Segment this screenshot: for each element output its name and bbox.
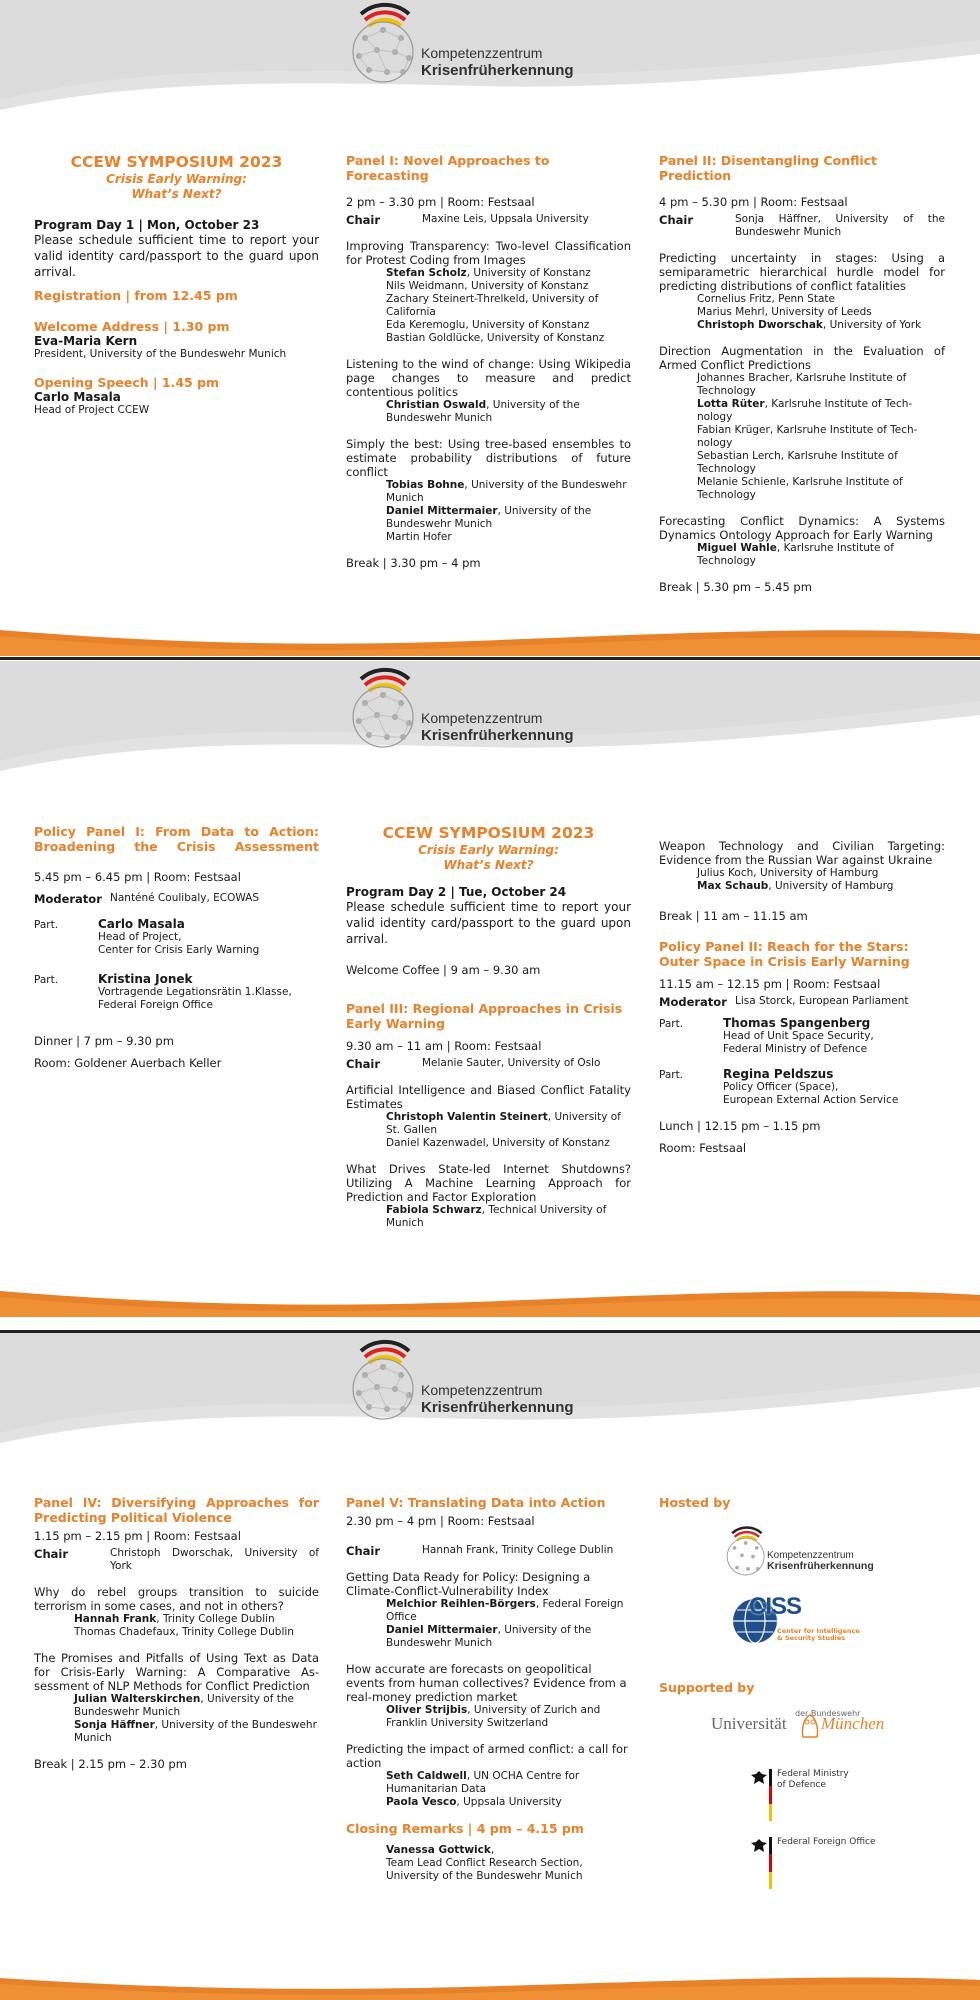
aa-name: Federal Foreign Office bbox=[777, 1837, 876, 1847]
talk-title: How accurate are forecasts on geopolitical events from human collectives? Evidence from a real-money prediction market bbox=[346, 1662, 627, 1704]
chair-row bbox=[346, 213, 631, 227]
author: Martin Hofer bbox=[386, 531, 452, 543]
moderator-label: Moderator bbox=[659, 995, 727, 1009]
moderator-value: Lisa Storck, European Parliament bbox=[735, 995, 909, 1007]
dinner-room: Room: Goldener Auerbach Keller bbox=[34, 1056, 222, 1070]
ccew-logo bbox=[343, 665, 583, 751]
hosted-heading: Hosted by bbox=[659, 1495, 731, 1510]
author bbox=[34, 1613, 319, 1626]
chair-label: Chair bbox=[346, 1544, 381, 1558]
symposium-title: CCEW SYMPOSIUM 2023 bbox=[382, 824, 595, 842]
logo-line2: Krisenfrüherkennung bbox=[421, 727, 574, 744]
author: Thomas Chadefaux, Trinity College Dublin bbox=[74, 1626, 294, 1638]
author-bold: Oliver Strijbis bbox=[386, 1704, 468, 1716]
host-logo-ciss bbox=[731, 1594, 945, 1652]
ccew-logo bbox=[343, 1337, 583, 1423]
participant-role: Head of Project, bbox=[98, 931, 182, 943]
author bbox=[346, 1796, 631, 1809]
author-aff: , Technical University of Munich bbox=[386, 1204, 607, 1229]
moderator-row bbox=[659, 995, 945, 1009]
author-aff: , University of Hamburg bbox=[768, 880, 894, 892]
p1-col3-panel2 bbox=[659, 153, 945, 594]
author bbox=[346, 1624, 631, 1650]
panel-time: 2 pm – 3.30 pm | Room: Festsaal bbox=[346, 195, 535, 209]
german-flag-bar bbox=[769, 1769, 772, 1821]
p3-col1-panel4 bbox=[34, 1495, 319, 1771]
participant-name: Kristina Jonek bbox=[98, 972, 193, 986]
panel-title: Policy Panel II: Reach for the Stars: Outer Space in Crisis Early Warning bbox=[659, 939, 910, 969]
globe-network-icon bbox=[343, 0, 421, 86]
panel-title: Policy Panel I: From Data to Action: Broadening the Crisis Assessment bbox=[34, 824, 319, 854]
talk-title: Weapon Technology and Civilian Targeting: Evidence from the Russian War against Ukraine bbox=[659, 839, 945, 867]
ccew-logo bbox=[343, 0, 583, 86]
bmvg-logo bbox=[749, 1767, 945, 1825]
author-aff: , University of the Bundeswehr Munich bbox=[74, 1693, 294, 1718]
logo-line1: Kompetenzzentrum bbox=[421, 1382, 543, 1398]
participant-name: Thomas Spangenberg bbox=[723, 1016, 871, 1030]
author bbox=[659, 398, 945, 424]
author-bold: Julian Walterskirchen bbox=[74, 1693, 201, 1705]
welcome-heading: Welcome Address | 1.30 pm bbox=[34, 319, 230, 334]
footer-wave bbox=[0, 1281, 980, 1317]
german-flag-bar bbox=[769, 1837, 772, 1889]
participant-name: Regina Peldszus bbox=[723, 1067, 834, 1081]
author-bold: Daniel Mittermaier bbox=[386, 1624, 498, 1636]
panel-title: Panel V: Translating Data into Action bbox=[346, 1495, 606, 1510]
chair-label: Chair bbox=[346, 1057, 381, 1071]
author-bold: Paola Vesco bbox=[386, 1796, 457, 1808]
page-day2-afternoon bbox=[0, 1333, 980, 2000]
author-bold: Christoph Dworschak bbox=[697, 319, 823, 331]
author bbox=[659, 319, 945, 332]
author-bold: Tobias Bohne bbox=[386, 479, 465, 491]
author: Fabian Krüger, Karlsruhe Institute of Tech-nology bbox=[697, 424, 918, 449]
author-aff: , Karlsruhe Institute of Tech-nology bbox=[697, 398, 913, 423]
logo-line2: Krisenfrüherkennung bbox=[421, 62, 574, 79]
globe-network-icon bbox=[343, 665, 421, 751]
welcome-affiliation: President, University of the Bundeswehr Munich bbox=[34, 348, 287, 360]
participant-name: Carlo Masala bbox=[98, 917, 185, 931]
participant-org: Federal Foreign Office bbox=[98, 999, 213, 1011]
author: Daniel Kazenwadel, University of Konstanz bbox=[386, 1137, 610, 1149]
aa-logo bbox=[749, 1835, 945, 1893]
author-bold: Hannah Frank bbox=[74, 1613, 157, 1625]
chair-row bbox=[34, 1547, 319, 1573]
moderator-label: Moderator bbox=[34, 892, 102, 906]
author bbox=[346, 399, 631, 425]
author bbox=[346, 1204, 631, 1230]
panel-title: Panel II: Disentangling Conflict Prediction bbox=[659, 153, 878, 183]
author bbox=[34, 1719, 319, 1745]
closing-role: Team Lead Conflict Research Section, bbox=[386, 1857, 583, 1869]
dinner-time: Dinner | 7 pm – 9.30 pm bbox=[34, 1034, 174, 1048]
participant-label: Part. bbox=[34, 919, 59, 931]
eagle-icon bbox=[749, 1769, 769, 1789]
author bbox=[346, 267, 631, 280]
panel-title: Panel IV: Diversifying Approaches for Predicting Political Violence bbox=[34, 1495, 319, 1525]
author-bold: Stefan Scholz bbox=[386, 267, 467, 279]
author-aff: , UN OCHA Centre for Humanitarian Data bbox=[386, 1770, 580, 1795]
author-aff: , University of Konstanz bbox=[466, 267, 591, 279]
footer-wave bbox=[0, 620, 980, 656]
symposium-subtitle-2: What’s Next? bbox=[131, 187, 222, 201]
ciss-subtitle-2: & Security Studies bbox=[777, 1634, 846, 1642]
opening-heading: Opening Speech | 1.45 pm bbox=[34, 375, 220, 390]
author-aff: , University of the Bundeswehr Munich bbox=[74, 1719, 317, 1744]
welcome-speaker: Eva-Maria Kern bbox=[34, 334, 138, 348]
talk-title: Improving Transparency: Two-level Classification for Protest Coding from Images bbox=[346, 239, 631, 267]
participant-org: Center for Crisis Early Warning bbox=[98, 944, 260, 956]
lunch-room: Room: Festsaal bbox=[659, 1141, 747, 1155]
author-aff: , Trinity College Dublin bbox=[156, 1613, 275, 1625]
author-bold: Fabiola Schwarz bbox=[386, 1204, 482, 1216]
panel-time: 9.30 am – 11 am | Room: Festsaal bbox=[346, 1039, 542, 1053]
participant-row bbox=[34, 973, 319, 1012]
talk-title: Predicting uncertainty in stages: Using a semiparametric hierarchical hurdle model for predicting distributions of conflict fatalities bbox=[659, 251, 945, 293]
author-aff: , University of Zurich and Franklin University Switzerland bbox=[386, 1704, 601, 1729]
panel-title: Panel I: Novel Approaches to Forecasting bbox=[346, 153, 550, 183]
moderator-row bbox=[34, 892, 319, 906]
panel-time: 5.45 pm – 6.45 pm | Room: Festsaal bbox=[34, 870, 241, 884]
panel-time: 4 pm – 5.30 pm | Room: Festsaal bbox=[659, 195, 848, 209]
author: Bastian Goldlücke, University of Konstanz bbox=[386, 332, 605, 344]
logo-line2: Krisenfrüherkennung bbox=[767, 1560, 874, 1572]
talk-title: The Promises and Pitfalls of Using Text as Data for Crisis-Early Warning: A Comparative As-sessment of NLP Methods for Conflict Prediction bbox=[34, 1651, 319, 1693]
talk-title: What Drives State-led Internet Shutdowns? Utilizing A Machine Learning Approach for Prediction and Factor Exploration bbox=[346, 1162, 631, 1204]
author-aff: , Federal Foreign Office bbox=[386, 1598, 624, 1623]
author bbox=[346, 1770, 631, 1796]
talk-title: Why do rebel groups transition to suicide terrorism in some cases, and not in others? bbox=[34, 1585, 319, 1613]
talk-title: Forecasting Conflict Dynamics: A Systems Dynamics Ontology Approach for Early Warning bbox=[659, 514, 945, 542]
page-day2 bbox=[0, 661, 980, 1317]
participant-role: Policy Officer (Space), bbox=[723, 1081, 839, 1093]
author-bold: Seth Caldwell bbox=[386, 1770, 467, 1782]
moderator-value: Nanténé Coulibaly, ECOWAS bbox=[110, 892, 260, 904]
symposium-subtitle-2: What’s Next? bbox=[443, 858, 534, 872]
panel-time: 1.15 pm – 2.15 pm | Room: Festsaal bbox=[34, 1529, 241, 1543]
author-aff: , Karlsruhe Institute of Technology bbox=[697, 542, 894, 567]
owl-icon bbox=[799, 1711, 821, 1739]
page-day1 bbox=[0, 0, 980, 656]
p2-col2 bbox=[346, 824, 631, 1230]
logo-line1: Kompetenzzentrum bbox=[421, 710, 543, 726]
symposium-title: CCEW SYMPOSIUM 2023 bbox=[70, 153, 283, 171]
unibw-word1: Universität bbox=[711, 1714, 787, 1733]
unibw-word2: München bbox=[821, 1714, 885, 1733]
author bbox=[346, 1598, 631, 1624]
chair-value: Melanie Sauter, University of Oslo bbox=[422, 1057, 601, 1069]
author-aff: , University of York bbox=[822, 319, 922, 331]
author-bold: Christoph Valentin Steinert bbox=[386, 1111, 548, 1123]
unibw-small: der Bundeswehr bbox=[795, 1709, 861, 1718]
ciss-subtitle bbox=[777, 1628, 860, 1642]
supported-heading: Supported by bbox=[659, 1680, 755, 1695]
participant-row bbox=[659, 1017, 945, 1056]
ciss-name: CISS bbox=[749, 1593, 802, 1620]
globe-network-icon bbox=[721, 1524, 769, 1578]
logo-line1: Kompetenzzentrum bbox=[767, 1550, 854, 1561]
author bbox=[346, 479, 631, 505]
author-aff: , Uppsala University bbox=[456, 1796, 562, 1808]
author-bold: Daniel Mittermaier bbox=[386, 505, 498, 517]
p3-col3-sponsors bbox=[659, 1495, 945, 1893]
chair-label: Chair bbox=[659, 213, 694, 227]
participant-label: Part. bbox=[659, 1069, 684, 1081]
chair-row bbox=[346, 1544, 631, 1558]
bmvg-name bbox=[777, 1769, 849, 1791]
author bbox=[346, 505, 631, 531]
eagle-icon bbox=[749, 1837, 769, 1857]
opening-affiliation: Head of Project CCEW bbox=[34, 404, 150, 416]
author bbox=[659, 542, 945, 568]
chair-value: Hannah Frank, Trinity College Dublin bbox=[422, 1544, 614, 1556]
closing-org: University of the Bundeswehr Munich bbox=[386, 1870, 583, 1882]
author-aff: , University of the Bundeswehr Munich bbox=[386, 479, 627, 504]
chair-value: Sonja Häffner, University of the Bundeswehr Munich bbox=[735, 213, 945, 238]
author bbox=[346, 1111, 631, 1137]
chair-row bbox=[659, 213, 945, 239]
author: Marius Mehrl, University of Leeds bbox=[697, 306, 872, 318]
author: Johannes Bracher, Karlsruhe Institute of Technology bbox=[697, 372, 907, 397]
bmvg-line2: of Defence bbox=[777, 1780, 826, 1790]
participant-org: European External Action Service bbox=[723, 1094, 899, 1106]
author-bold: Sonja Häffner bbox=[74, 1719, 155, 1731]
chair-label: Chair bbox=[346, 213, 381, 227]
author-bold: Christian Oswald bbox=[386, 399, 487, 411]
break-time: Break | 11 am – 11.15 am bbox=[659, 909, 808, 923]
panel-time: 11.15 am – 12.15 pm | Room: Festsaal bbox=[659, 977, 881, 991]
author: Julius Koch, University of Hamburg bbox=[697, 867, 879, 879]
participant-row bbox=[34, 918, 319, 957]
talk-title: Getting Data Ready for Policy: Designing a Climate-Conflict-Vulnerability Index bbox=[346, 1570, 591, 1598]
participant-row bbox=[659, 1068, 945, 1107]
arrival-note: Please schedule sufficient time to report your valid identity card/passport to the guard upon arrival. bbox=[34, 233, 319, 279]
author bbox=[659, 880, 945, 893]
talk-title: Artificial Intelligence and Biased Conflict Fatality Estimates bbox=[346, 1083, 631, 1111]
author-bold: Max Schaub bbox=[697, 880, 769, 892]
author-aff: , University of the Bundeswehr Munich bbox=[386, 1624, 592, 1649]
program-day: Program Day 2 | Tue, October 24 bbox=[346, 885, 567, 899]
symposium-subtitle-1: Crisis Early Warning: bbox=[418, 843, 559, 857]
talk-title: Predicting the impact of armed conflict: a call for action bbox=[346, 1742, 628, 1770]
author bbox=[346, 1704, 631, 1730]
registration-heading: Registration | from 12.45 pm bbox=[34, 288, 238, 303]
logo-line1: Kompetenzzentrum bbox=[421, 45, 543, 61]
break-time: Break | 2.15 pm – 2.30 pm bbox=[34, 1757, 187, 1771]
author: Nils Weidmann, University of Konstanz bbox=[386, 280, 589, 292]
lunch-time: Lunch | 12.15 pm – 1.15 pm bbox=[659, 1119, 821, 1133]
chair-row bbox=[346, 1057, 631, 1071]
globe-network-icon bbox=[343, 1337, 421, 1423]
participant-role: Vortragende Legationsrätin 1.Klasse, bbox=[98, 986, 292, 998]
p2-col3 bbox=[659, 839, 945, 1155]
host-logo-ccew bbox=[721, 1524, 945, 1584]
p2-col1-policy1 bbox=[34, 824, 319, 1070]
author: Sebastian Lerch, Karlsruhe Institute of Technology bbox=[697, 450, 898, 475]
author bbox=[34, 1693, 319, 1719]
p1-col2-panel1 bbox=[346, 153, 631, 570]
coffee-time: Welcome Coffee | 9 am – 9.30 am bbox=[346, 963, 541, 977]
author-bold: Lotta Rüter bbox=[697, 398, 765, 410]
participant-label: Part. bbox=[34, 974, 59, 986]
author: Eda Keremoglu, University of Konstanz bbox=[386, 319, 590, 331]
closing-heading: Closing Remarks | 4 pm – 4.15 pm bbox=[346, 1821, 584, 1836]
author-bold: Melchior Reihlen-Börgers bbox=[386, 1598, 536, 1610]
bmvg-line1: Federal Ministry bbox=[777, 1769, 849, 1779]
author-aff: , University of the Bundeswehr Munich bbox=[386, 505, 592, 530]
chair-value: Maxine Leis, Uppsala University bbox=[422, 213, 589, 225]
author-aff: , University of St. Gallen bbox=[386, 1111, 621, 1136]
author: Cornelius Fritz, Penn State bbox=[697, 293, 835, 305]
footer-wave bbox=[0, 1964, 980, 2000]
closing-speaker-name: Vanessa Gottwick bbox=[386, 1844, 491, 1856]
break-time: Break | 3.30 pm – 4 pm bbox=[346, 556, 481, 570]
panel-time: 2.30 pm – 4 pm | Room: Festsaal bbox=[346, 1514, 535, 1528]
closing-speaker: Vanessa Gottwick, bbox=[386, 1844, 495, 1856]
program-day: Program Day 1 | Mon, October 23 bbox=[34, 218, 260, 232]
chair-value: Christoph Dworschak, University of York bbox=[110, 1547, 319, 1572]
talk-title: Listening to the wind of change: Using Wikipedia page changes to measure and predict contentious politics bbox=[346, 357, 631, 399]
talk-title: Direction Augmentation in the Evaluation of Armed Conflict Predictions bbox=[659, 344, 945, 372]
chair-label: Chair bbox=[34, 1547, 69, 1561]
panel-title: Panel III: Regional Approaches in Crisis Early Warning bbox=[346, 1001, 623, 1031]
unibw-logo bbox=[711, 1707, 945, 1751]
participant-org: Federal Ministry of Defence bbox=[723, 1043, 868, 1055]
break-time: Break | 5.30 pm – 5.45 pm bbox=[659, 580, 812, 594]
author: Melanie Schienle, Karlsruhe Institute of Technology bbox=[697, 476, 903, 501]
ciss-subtitle-1: Center for Intelligence bbox=[777, 1627, 860, 1635]
author: Zachary Steinert-Threlkeld, University of California bbox=[386, 293, 599, 318]
p1-col1 bbox=[34, 153, 319, 417]
participant-role: Head of Unit Space Security, bbox=[723, 1030, 874, 1042]
arrival-note: Please schedule sufficient time to report your valid identity card/passport to the guard upon arrival. bbox=[346, 900, 631, 946]
talk-title: Simply the best: Using tree-based ensembles to estimate probability distributions of future conflict bbox=[346, 437, 631, 479]
participant-label: Part. bbox=[659, 1018, 684, 1030]
author-bold: Miguel Wahle bbox=[697, 542, 777, 554]
p3-col2-panel5 bbox=[346, 1495, 631, 1883]
page-separator bbox=[0, 657, 980, 660]
symposium-subtitle-1: Crisis Early Warning: bbox=[106, 172, 247, 186]
opening-speaker: Carlo Masala bbox=[34, 390, 121, 404]
logo-line2: Krisenfrüherkennung bbox=[421, 1399, 574, 1416]
author-aff: , University of the Bundeswehr Munich bbox=[386, 399, 580, 424]
